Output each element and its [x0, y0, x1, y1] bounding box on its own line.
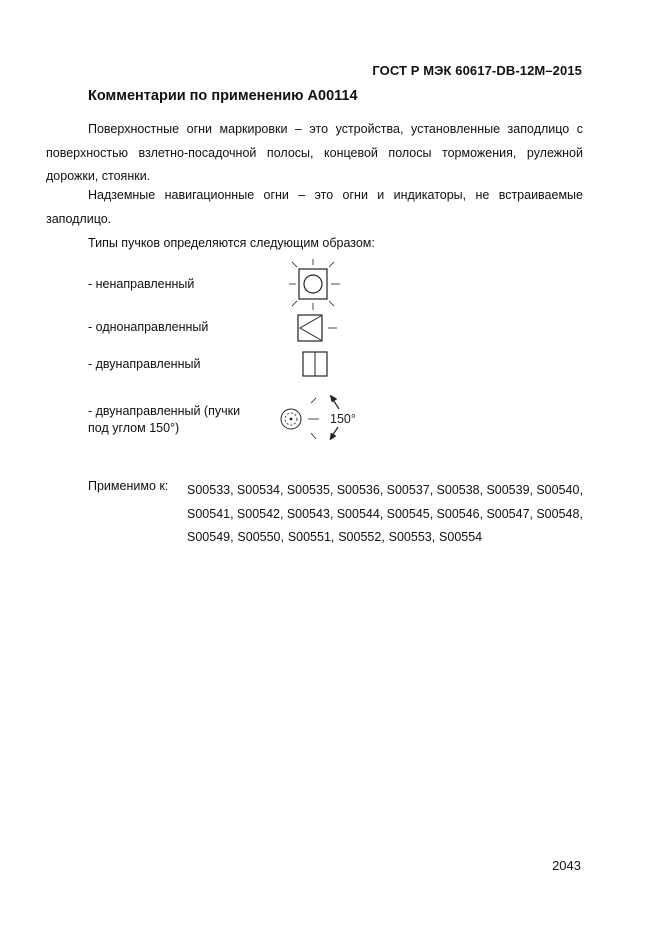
symbol-code-link[interactable]: S00541, [187, 506, 234, 521]
symbol-code-link[interactable]: S00539, [486, 483, 534, 497]
omnidirectional-light-icon [284, 258, 346, 312]
symbol-code-link[interactable]: S00549, [187, 530, 234, 544]
symbol-code-link[interactable]: S00533, [187, 483, 234, 497]
section-title: Комментарии по применению A00114 [88, 88, 358, 104]
symbol-code-link[interactable]: S00540, [536, 483, 583, 497]
label-line: - двунаправленный (пучки [88, 404, 241, 418]
symbol-code-link[interactable]: S00545, [386, 506, 434, 521]
label-line: под углом 150°) [88, 421, 180, 435]
symbol-code-link[interactable]: S00548, [536, 506, 583, 521]
paragraph-beam-types-intro: Типы пучков определяются следующим образом: [88, 236, 375, 250]
paragraph-surface-lights [46, 118, 583, 189]
symbol-code-link[interactable]: S00538, [436, 483, 484, 497]
symbol-code-link[interactable]: S00554 [439, 530, 483, 544]
bidirectional-150-light-icon [275, 393, 365, 445]
beam-type-unidirectional-label: - однонаправленный [88, 320, 209, 334]
beam-type-bidirectional-150-label [88, 403, 240, 437]
beam-type-omnidirectional-label: - ненаправленный [88, 277, 195, 291]
symbol-code-link[interactable]: S00537, [386, 483, 434, 497]
symbol-code-link[interactable]: S00547, [486, 506, 534, 521]
symbol-code-link[interactable]: S00543, [286, 506, 334, 521]
standard-header: ГОСТ Р МЭК 60617-DB-12M–2015 [372, 63, 582, 78]
symbol-code-link[interactable]: S00552, [338, 530, 385, 544]
symbol-code-link[interactable]: S00553, [388, 530, 436, 544]
bidirectional-light-icon [301, 350, 329, 378]
symbol-code-link[interactable]: S00536, [336, 483, 384, 497]
symbol-code-link[interactable]: S00534, [236, 483, 284, 497]
page-number: 2043 [552, 858, 581, 873]
paragraph-text: Поверхностные огни маркировки – это устройства, установленные заподлицо с поверхностью взлетно-посадочной полосы, концевой полосы торможения, рулежной дорожки, стоянки. [46, 122, 583, 183]
symbol-code-link[interactable]: S00535, [286, 483, 334, 497]
applicability-codes [187, 479, 583, 550]
applicability-label: Применимо к: [88, 479, 169, 493]
beam-type-bidirectional-label: - двунаправленный [88, 357, 201, 371]
symbol-code-link[interactable]: S00542, [236, 506, 284, 521]
angle-label: 150° [330, 412, 356, 426]
symbol-code-link[interactable]: S00550, [237, 530, 284, 544]
paragraph-elevated-lights [46, 184, 583, 231]
symbol-code-link[interactable]: S00544, [336, 506, 384, 521]
symbol-code-link[interactable]: S00546, [436, 506, 484, 521]
symbol-code-link[interactable]: S00551, [287, 530, 335, 544]
unidirectional-light-icon [292, 313, 342, 343]
paragraph-text: Надземные навигационные огни – это огни и индикаторы, не встраиваемые заподлицо. [46, 188, 583, 226]
